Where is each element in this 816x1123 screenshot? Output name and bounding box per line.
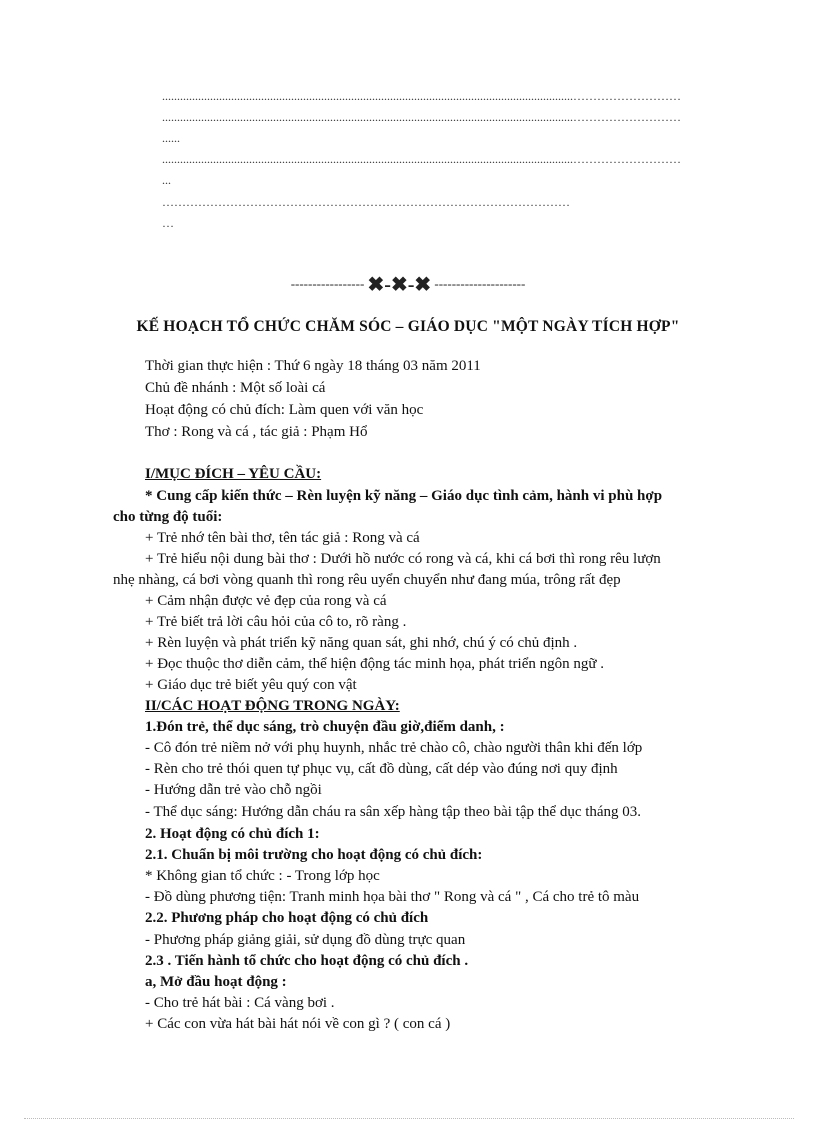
section1-item: + Trẻ hiểu nội dung bài thơ : Dưới hồ nước có rong và cá, khi cá bơi thì rong rêu lượn [145, 551, 661, 567]
dotted-line-5: ... [162, 173, 171, 187]
section2-heading: II/CÁC HOẠT ĐỘNG TRONG NGÀY: [145, 698, 400, 714]
sub23a-item: + Các con vừa hát bài hát nói về con gì ? ( con cá ) [145, 1016, 451, 1032]
section1-item: + Trẻ nhớ tên bài thơ, tên tác giả : Rong và cá [145, 530, 420, 546]
info-subtopic: Chủ đề nhánh : Một số loài cá [145, 380, 326, 396]
info-time: Thời gian thực hiện : Thứ 6 ngày 18 tháng 03 năm 2011 [145, 358, 481, 374]
section1-item: + Cảm nhận được vẻ đẹp của rong và cá [145, 593, 387, 609]
sub23a-item: - Cho trẻ hát bài : Cá vàng bơi . [145, 995, 335, 1011]
sub1-heading: 1.Đón trẻ, thể dục sáng, trò chuyện đầu giờ,điểm danh, : [145, 719, 505, 735]
separator-right: --------------------- [434, 276, 526, 291]
section1-item: nhẹ nhàng, cá bơi vòng quanh thì rong rêu uyển chuyển như đang múa, trông rất đẹp [113, 572, 621, 588]
dotted-line-6: ………………………………………………………………………………………… [162, 195, 570, 209]
separator-left: ----------------- [290, 276, 365, 291]
sub21-heading: 2.1. Chuẩn bị môi trường cho hoạt động có chủ đích: [145, 847, 483, 863]
dotted-line-7: … [162, 216, 174, 230]
sub22-heading: 2.2. Phương pháp cho hoạt động có chủ đích [145, 910, 429, 926]
dotted-line-1: .........................................................................................................................................……………………… [162, 89, 681, 103]
dotted-line-3: ...... [162, 131, 180, 145]
sub1-item: - Cô đón trẻ niềm nở với phụ huynh, nhắc trẻ chào cô, chào người thân khi đến lớp [145, 740, 643, 756]
info-activity: Hoạt động có chủ đích: Làm quen với văn học [145, 402, 424, 418]
sub23a-heading: a, Mở đầu hoạt động : [145, 974, 287, 990]
sub1-item: - Thể dục sáng: Hướng dẫn cháu ra sân xếp hàng tập theo bài tập thể dục tháng 03. [145, 804, 642, 820]
sub22-item: - Phương pháp giảng giải, sử dụng đồ dùng trực quan [145, 932, 466, 948]
section1-intro-line2: cho từng độ tuổi: [113, 509, 223, 525]
section1-item: + Đọc thuộc thơ diễn cảm, thể hiện động tác minh họa, phát triển ngôn ngữ . [145, 656, 605, 672]
section1-item: + Trẻ biết trả lời câu hỏi của cô to, rõ ràng . [145, 614, 407, 630]
dotted-line-4: .........................................................................................................................................……………………… [162, 152, 681, 166]
sub21-item: * Không gian tổ chức : - Trong lớp học [145, 868, 380, 884]
section1-item: + Rèn luyện và phát triển kỹ năng quan sát, ghi nhớ, chú ý có chủ định . [145, 635, 578, 651]
sub1-item: - Hướng dẫn trẻ vào chỗ ngồi [145, 782, 322, 798]
dotted-line-2: .........................................................................................................................................……………………… [162, 110, 681, 124]
page-title: KẾ HOẠCH TỔ CHỨC CHĂM SÓC – GIÁO DỤC "MỘT NGÀY TÍCH HỢP" [136, 318, 680, 335]
sub21-item: - Đồ dùng phương tiện: Tranh minh họa bài thơ " Rong và cá " , Cá cho trẻ tô màu [145, 889, 640, 905]
sub2-heading: 2. Hoạt động có chủ đích 1: [145, 826, 320, 842]
cross-ornament-icon: ✖-✖-✖ [367, 274, 432, 297]
sub23-heading: 2.3 . Tiến hành tổ chức cho hoạt động có chủ đích . [145, 953, 469, 969]
sub1-item: - Rèn cho trẻ thói quen tự phục vụ, cất đồ dùng, cất dép vào đúng nơi quy định [145, 761, 618, 777]
section1-item: + Giáo dục trẻ biết yêu quý con vật [145, 677, 357, 693]
page-bottom-divider [24, 1118, 794, 1119]
section1-heading: I/MỤC ĐÍCH – YÊU CẦU: [145, 466, 322, 482]
section1-intro-line1: * Cung cấp kiến thức – Rèn luyện kỹ năng – Giáo dục tình cảm, hành vi phù hợp [145, 488, 663, 504]
info-poem: Thơ : Rong và cá , tác giả : Phạm Hổ [145, 424, 368, 440]
separator [0, 274, 816, 295]
